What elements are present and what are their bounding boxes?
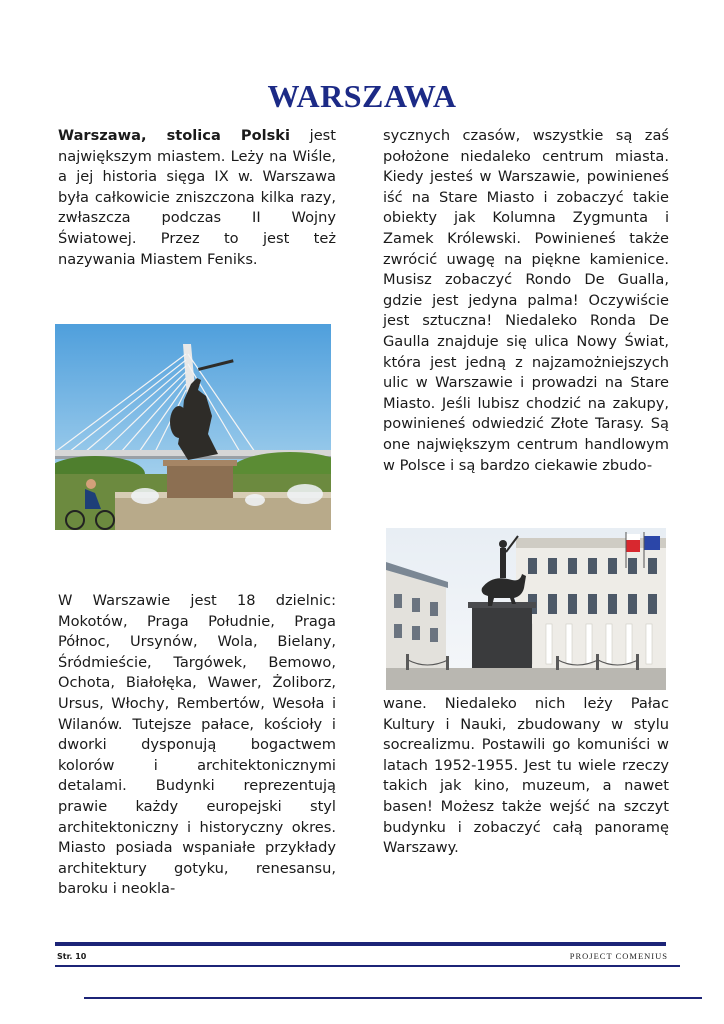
intro-paragraph — [58, 126, 336, 270]
footer-top-rule — [55, 942, 666, 946]
footer-middle-rule — [55, 965, 680, 967]
right-column-bottom-paragraph: wane. Niedaleko nich leży Pałac Kultury i Nauki, zbudowany w stylu socrealizmu. Postawili go komuniści w latach 1952-1955. Jest tu wiele rzeczy takich jak kino, muzeum, a nawet basen! Możesz także wejść na szczyt budynku i zobaczyć całą panoramę Warszawy. — [383, 695, 669, 857]
footer-bottom-rule — [84, 997, 702, 999]
page-title: WARSZAWA — [267, 78, 457, 114]
project-label: PROJECT COMENIUS — [569, 951, 668, 961]
mermaid-statue-photo — [55, 324, 331, 530]
left-column-bottom-paragraph: W Warszawie jest 18 dzielnic: Mokotów, Praga Południe, Praga Północ, Ursynów, Wola, Bielany, Śródmieście, Targówek, Bemowo, Ochota, Białołęka, Wawer, Żoliborz, Ursus, Włochy, Rembertów, Wesoła i Wilanów. Tutejsze pałace, kościoły i dworki dysponują bogactwem kolorów i architektonicznymi detalami. Budynki reprezentują prawie każdy europejski styl architektoniczny i historyczny okres. Miasto posiada wspaniałe przykłady architektury gotyku, renesansu, baroku i neokla- — [58, 592, 336, 898]
intro-text: jest największym miastem. Leży na Wiśle, a jej historia sięga IX w. Warszawa była całkowicie zniszczona kilka razy, zwłaszcza podczas II Wojny Światowej. Przez to jest też nazywania Miastem Feniks. — [58, 127, 336, 268]
right-column-top-paragraph: sycznych czasów, wszystkie są zaś położone niedaleko centrum miasta. Kiedy jesteś w Warszawie, powinieneś iść na Stare Miasto i zobaczyć takie obiekty jak Kolumna Zygmunta i Zamek Królewski. Powinieneś także zwrócić uwagę na piękne kamienice. Musisz zobaczyć Rondo De Gualla, gdzie jest jedyna palma! Oczywiście jest sztuczna! Niedaleko Ronda De Gaulla znajduje się ulica Nowy Świat, która jest jedną z najzamożniejszych ulic w Warszawie i prowadzi na Stare Miasto. Jeśli lubisz chodzić na zakupy, powinieneś odwiedzić Złote Tarasy. Są one największym centrum handlowym w Polsce i są bardzo ciekawie zbudo- — [383, 127, 669, 474]
intro-bold-lead: Warszawa, stolica Polski — [58, 127, 290, 144]
page-number: Str. 10 — [57, 952, 87, 961]
palace-equestrian-statue-photo — [386, 528, 666, 690]
